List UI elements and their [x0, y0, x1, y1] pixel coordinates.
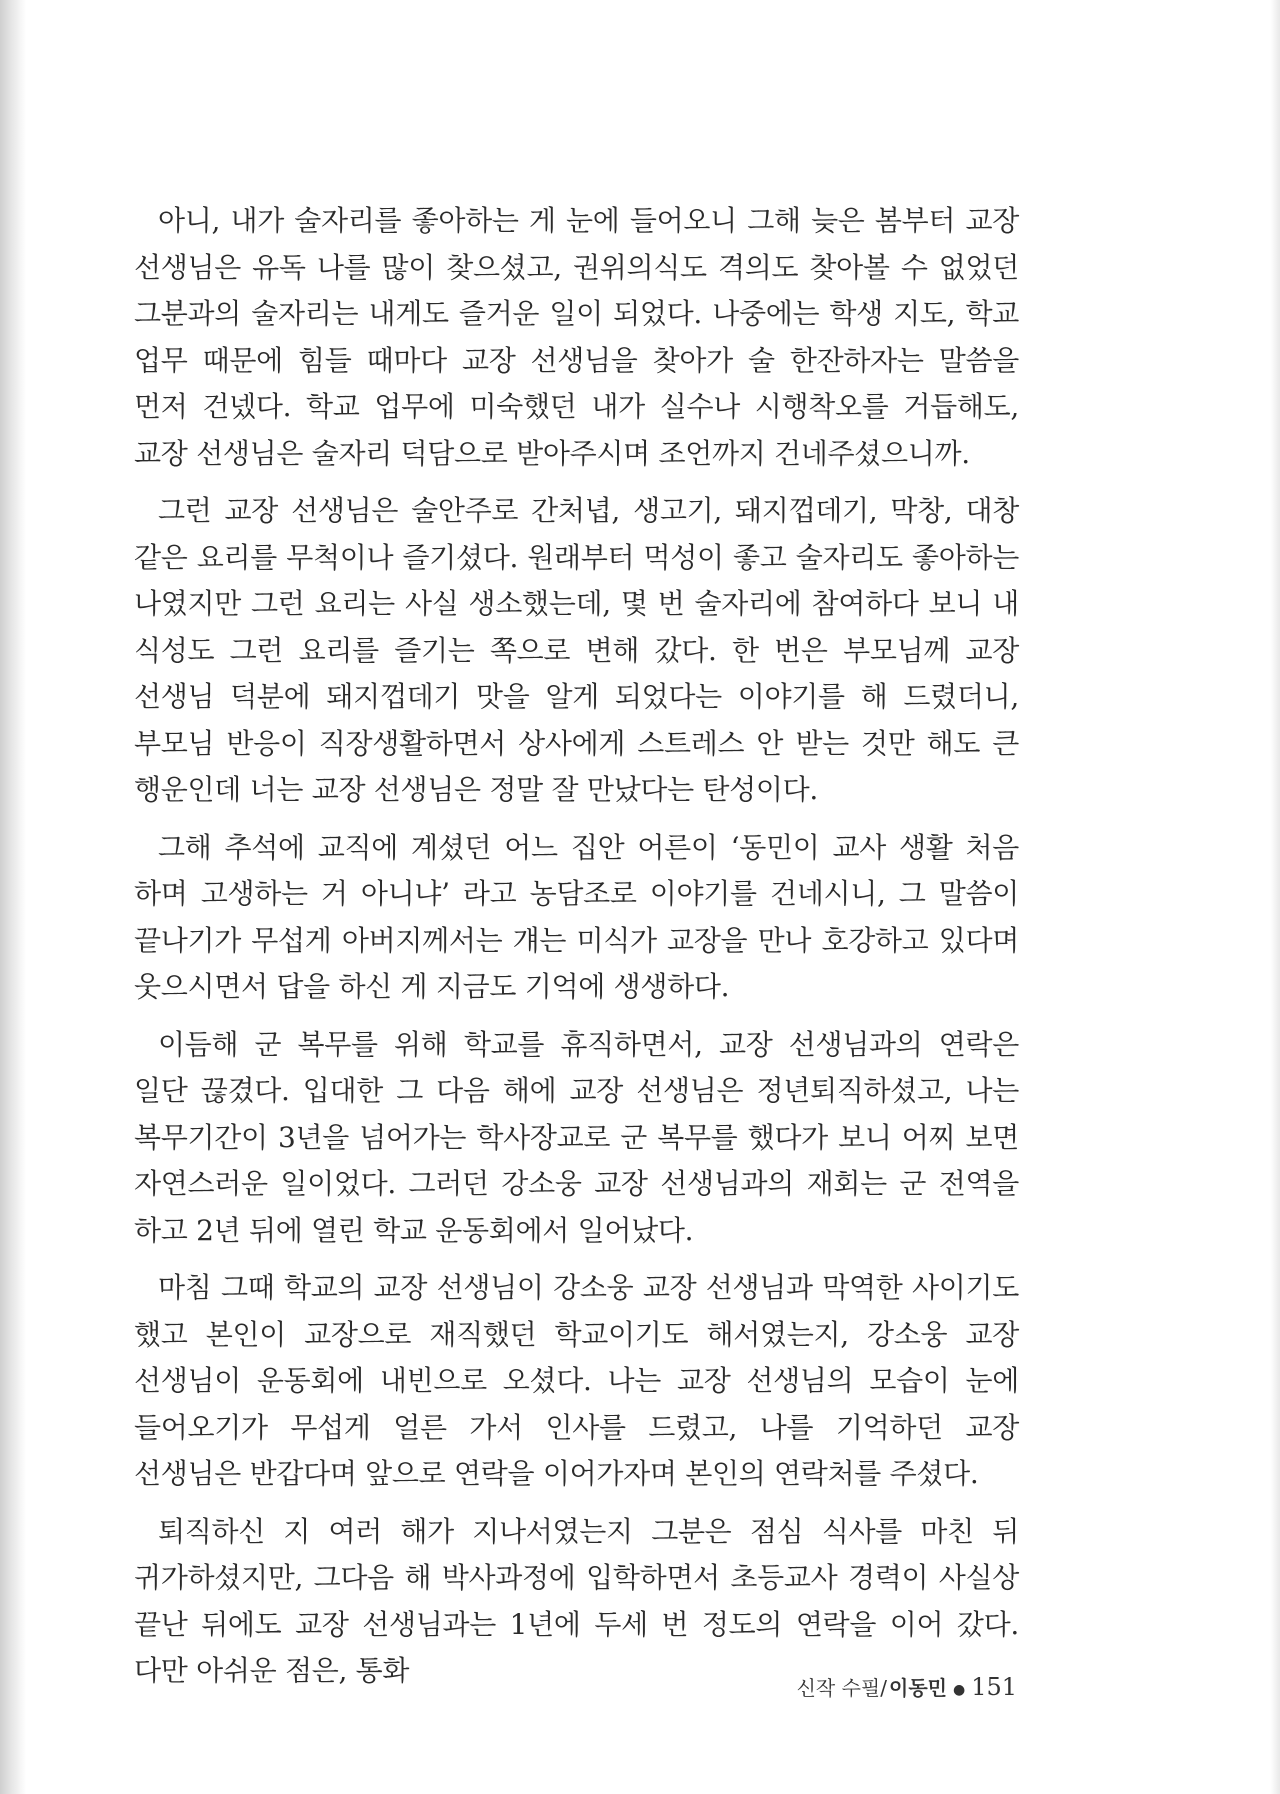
- paragraph-1: 아니, 내가 술자리를 좋아하는 게 눈에 들어오니 그해 늦은 봄부터 교장 선생님은 유독 나를 많이 찾으셨고, 권위의식도 격의도 찾아볼 수 없었던 그분과의 술자리는 내게도 즐거운 일이 되었다. 나중에는 학생 지도, 학교 업무 때문에 힘들 때마다 교장 선생님을 찾아가 술 한잔하자는 말씀을 먼저 건넸다. 학교 업무에 미숙했던 내가 실수나 시행착오를 거듭해도, 교장 선생님은 술자리 덕담으로 받아주시며 조언까지 건네주셨으니까.: [134, 204, 1019, 470]
- page-number: 151: [971, 1673, 1017, 1701]
- page-gutter-shadow: [0, 0, 26, 1794]
- paragraph-4: 이듬해 군 복무를 위해 학교를 휴직하면서, 교장 선생님과의 연락은 일단 끊겼다. 입대한 그 다음 해에 교장 선생님은 정년퇴직하셨고, 나는 복무기간이 3년을 넘어가는 학사장교로 군 복무를 했다가 보니 어찌 보면 자연스러운 일이었다. 그러던 강소웅 교장 선생님과의 재회는 군 전역을 하고 2년 뒤에 열린 학교 운동회에서 일어났다.: [134, 1027, 1019, 1247]
- footer-bullet-icon: ●: [952, 1681, 966, 1698]
- footer-author: 이동민: [889, 1676, 947, 1700]
- essay-body: [134, 198, 1019, 1706]
- paragraph-2: 그런 교장 선생님은 술안주로 간처녑, 생고기, 돼지껍데기, 막창, 대창 같은 요리를 무척이나 즐기셨다. 원래부터 먹성이 좋고 술자리도 좋아하는 나였지만 그런 요리는 사실 생소했는데, 몇 번 술자리에 참여하다 보니 내 식성도 그런 요리를 즐기는 쪽으로 변해 갔다. 한 번은 부모님께 교장 선생님 덕분에 돼지껍데기 맛을 알게 되었다는 이야기를 해 드렸더니, 부모님 반응이 직장생활하면서 상사에게 스트레스 안 받는 것만 해도 큰 행운인데 너는 교장 선생님은 정말 잘 만났다는 탄성이다.: [134, 494, 1019, 806]
- paragraph-6: 퇴직하신 지 여러 해가 지나서였는지 그분은 점심 식사를 마친 뒤 귀가하셨지만, 그다음 해 박사과정에 입학하면서 초등교사 경력이 사실상 끝난 뒤에도 교장 선생님과는 1년에 두세 번 정도의 연락을 이어 갔다. 다만 아쉬운 점은, 통화: [134, 1514, 1019, 1687]
- paragraph-3: 그해 추석에 교직에 계셨던 어느 집안 어른이 ‘동민이 교사 생활 처음 하며 고생하는 거 아니냐’ 라고 농담조로 이야기를 건네시니, 그 말씀이 끝나기가 무섭게 아버지께서는 걔는 미식가 교장을 만나 호강하고 있다며 웃으시면서 답을 하신 게 지금도 기억에 생생하다.: [134, 830, 1019, 1003]
- footer-section-label: 신작 수필/: [796, 1676, 887, 1700]
- page-edge-shadow: [1270, 0, 1280, 1794]
- paragraph-5: 마침 그때 학교의 교장 선생님이 강소웅 교장 선생님과 막역한 사이기도 했고 본인이 교장으로 재직했던 학교이기도 해서였는지, 강소웅 교장 선생님이 운동회에 내빈으로 오셨다. 나는 교장 선생님의 모습이 눈에 들어오기가 무섭게 얼른 가서 인사를 드렸고, 나를 기억하던 교장 선생님은 반갑다며 앞으로 연락을 이어가자며 본인의 연락처를 주셨다.: [134, 1271, 1019, 1490]
- page-footer: [797, 1672, 1017, 1701]
